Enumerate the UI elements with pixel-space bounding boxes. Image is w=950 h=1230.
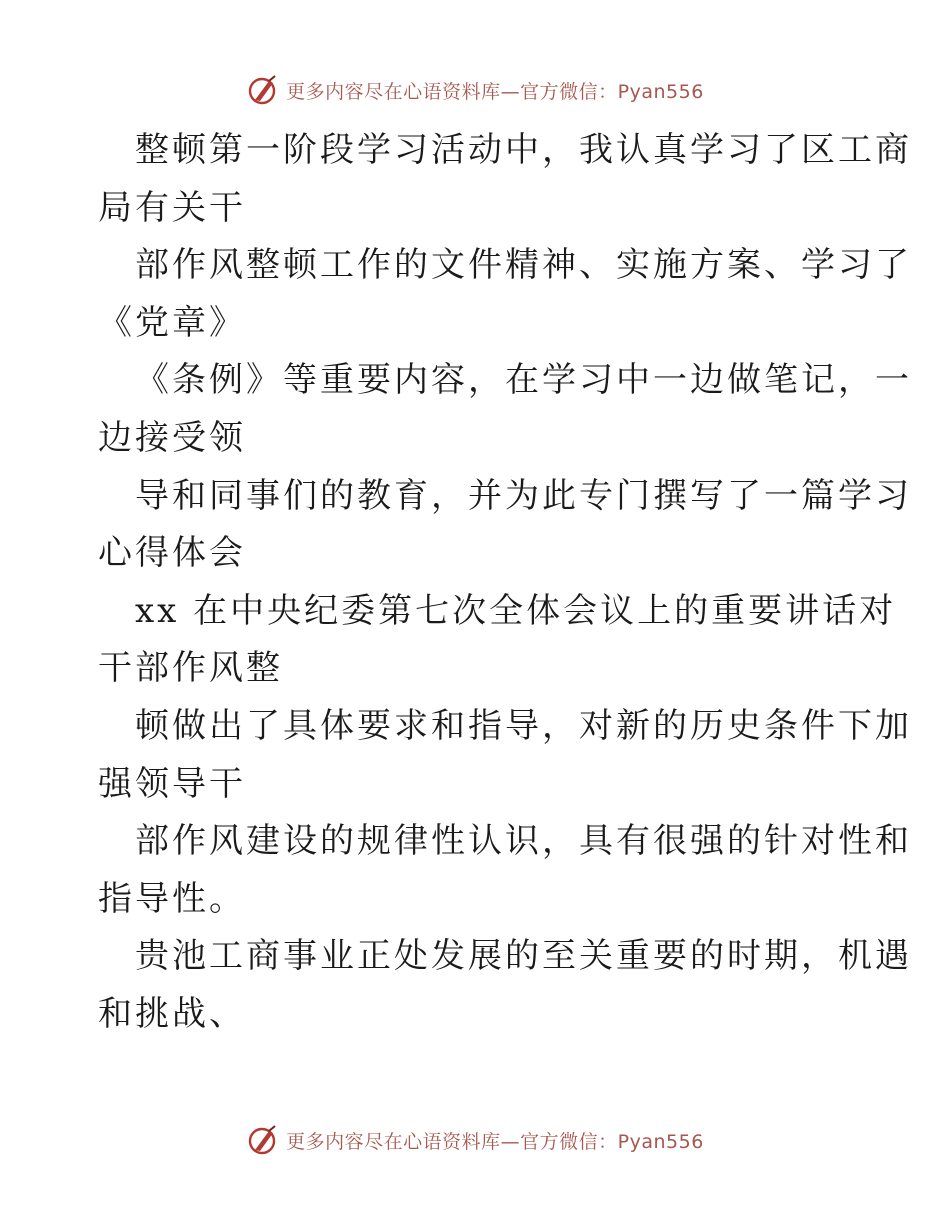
footer-banner-text: 更多内容尽在心语资料库—官方微信：Pyan556 (286, 1130, 704, 1153)
quill-pen-circle-icon (246, 1123, 280, 1157)
body-line: 和挑战、 (98, 993, 246, 1034)
body-line: 导和同事们的教育，并为此专门撰写了一篇学习 (135, 475, 912, 516)
body-line: 贵池工商事业正处发展的至关重要的时期，机遇 (135, 936, 912, 977)
body-line: 指导性。 (98, 878, 246, 919)
body-line: 干部作风整 (98, 648, 283, 689)
body-line: 整顿第一阶段学习活动中，我认真学习了区工商 (135, 130, 912, 170)
header-banner (0, 70, 950, 110)
body-line: 心得体会 (98, 533, 246, 574)
body-line: 部作风整顿工作的文件精神、实施方案、学习了 (135, 245, 912, 286)
body-line: 部作风建设的规律性认识，具有很强的针对性和 (135, 821, 912, 862)
body-line: xx 在中央纪委第七次全体会议上的重要讲话对 (135, 590, 897, 631)
header-banner-text: 更多内容尽在心语资料库—官方微信：Pyan556 (286, 80, 704, 103)
document-body (98, 122, 912, 1044)
body-line: 《党章》 (98, 302, 246, 343)
body-line: 顿做出了具体要求和指导，对新的历史条件下加 (135, 705, 912, 746)
footer-banner (0, 1120, 950, 1160)
body-line: 边接受领 (98, 417, 246, 458)
body-line: 强领导干 (98, 763, 246, 804)
quill-pen-circle-icon (246, 73, 280, 107)
body-line: 《条例》等重要内容，在学习中一边做笔记，一 (135, 360, 912, 401)
body-line: 局有关干 (98, 187, 246, 228)
